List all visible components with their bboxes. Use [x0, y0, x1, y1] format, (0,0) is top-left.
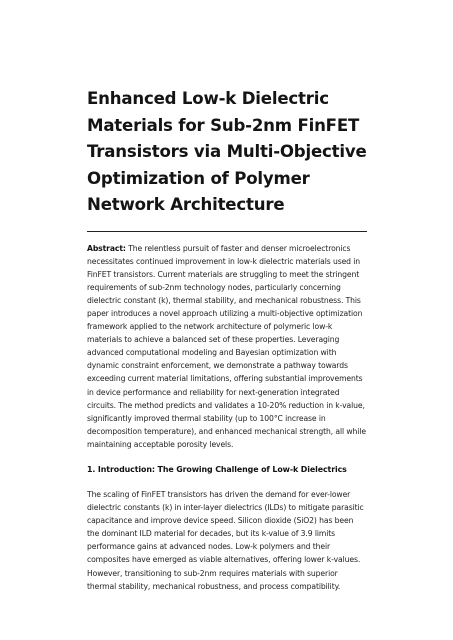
section-heading-introduction: 1. Introduction: The Growing Challenge of Low-k Dielectrics [87, 465, 347, 474]
paper-page [87, 86, 367, 593]
abstract-paragraph [87, 242, 367, 452]
abstract-text: The relentless pursuit of faster and denser microelectronics necessitates continued improvement in low-k dielectric materials used in FinFET transistors. Current materials are struggling to meet the stringent requirements of sub-2nm technology nodes, particularly concerning dielectric constant (k), thermal stability, and mechanical robustness. This paper introduces a novel approach utilizing a multi-objective optimization framework applied to the network architecture of polymeric low-k materials to achieve a balanced set of these properties. Leveraging advanced computational modeling and Bayesian optimization with dynamic constraint enforcement, we demonstrate a pathway towards exceeding current material limitations, offering substantial improvements in device performance and reliability for next-generation integrated circuits. The method predicts and validates a 10-20% reduction in k-value, significantly improved thermal stability (up to 100°C increase in decomposition temperature), and enhanced mechanical strength, all while maintaining acceptable porosity levels. [87, 243, 366, 449]
abstract-label: Abstract: [87, 243, 126, 253]
title-divider [87, 231, 367, 232]
introduction-paragraph: The scaling of FinFET transistors has driven the demand for ever-lower dielectric constants (k) in inter-layer dielectrics (ILDs) to mitigate parasitic capacitance and improve device speed. Silicon dioxide (SiO2) has been the dominant ILD material for decades, but its k-value of 3.9 limits performance gains at advanced nodes. Low-k polymers and their composites have emerged as viable alternatives, offering lower k-values. However, transitioning to sub-2nm requires materials with superior thermal stability, mechanical robustness, and process compatibility. [87, 490, 364, 591]
paper-title: Enhanced Low-k Dielectric Materials for Sub-2nm FinFET Transistors via Multi-Objective Optimization of Polymer Network Architecture [87, 89, 367, 214]
